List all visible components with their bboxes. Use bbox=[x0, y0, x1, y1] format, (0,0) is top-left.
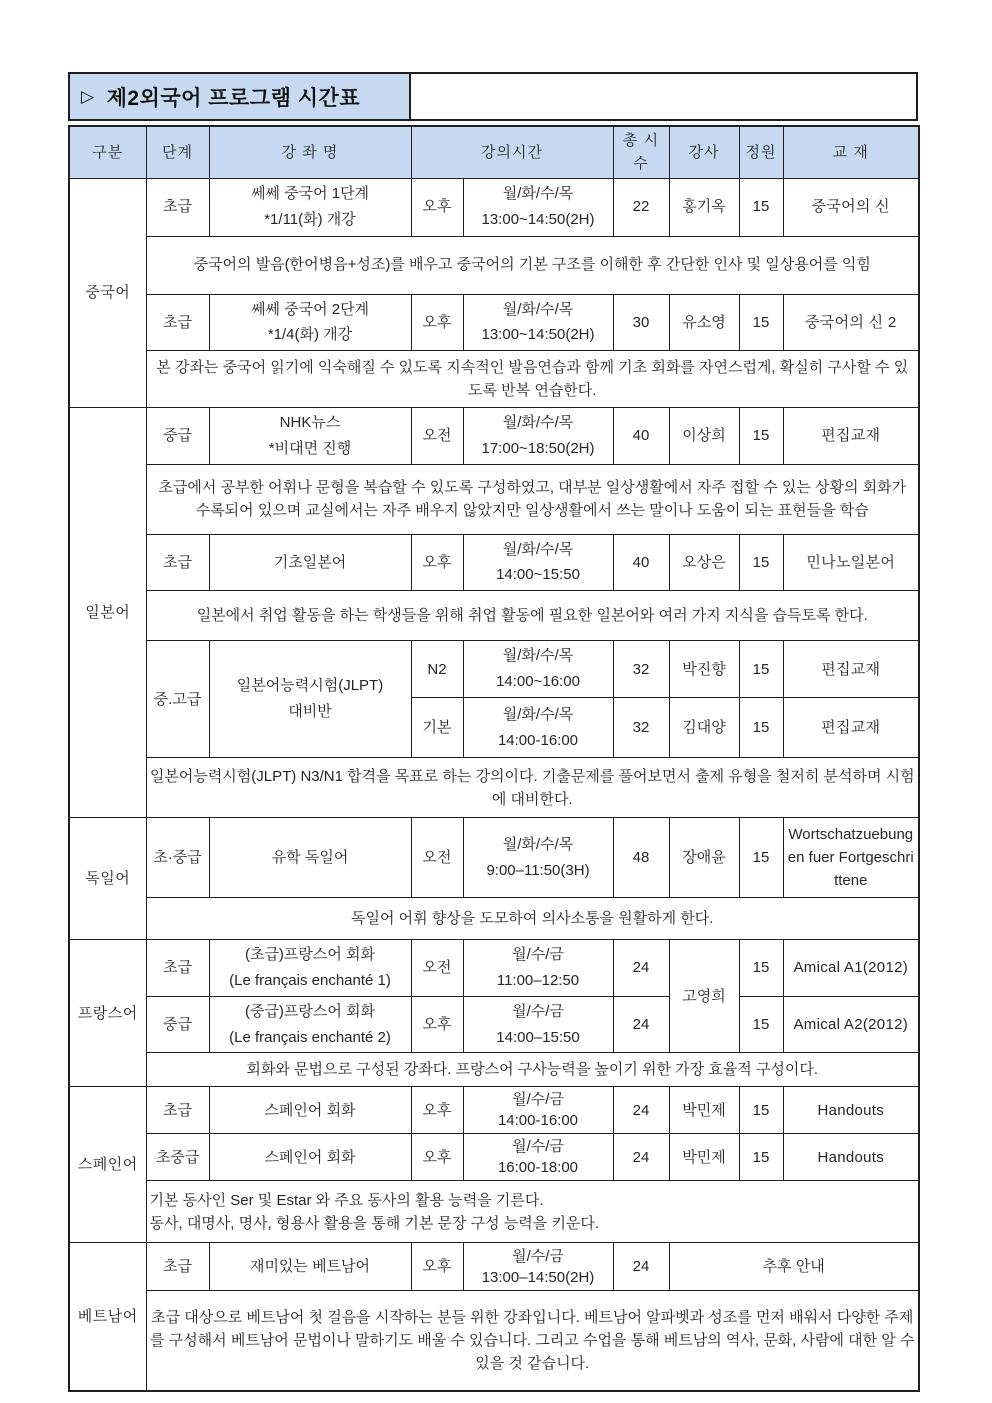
description-row bbox=[69, 1181, 919, 1243]
schedule-days: 월/수/금 bbox=[512, 1002, 564, 1020]
course-description: 중국어의 발음(한어병음+성조)를 배우고 중국어의 기본 구조를 이해한 후 간단한 인사 및 일상용어를 익힘 bbox=[146, 236, 919, 294]
hours-cell: 32 bbox=[613, 698, 669, 758]
period-cell: 오후 bbox=[411, 178, 463, 236]
schedule-cell bbox=[463, 641, 613, 698]
description-row bbox=[69, 898, 919, 940]
capacity-cell: 15 bbox=[739, 178, 783, 236]
table-row bbox=[69, 940, 919, 997]
course-cell bbox=[209, 408, 411, 465]
level-cell: 중급 bbox=[146, 408, 209, 465]
page-title bbox=[68, 72, 411, 121]
schedule-cell bbox=[463, 996, 613, 1053]
course-description: 독일어 어휘 향상을 도모하여 의사소통을 원활하게 한다. bbox=[146, 898, 919, 940]
period-cell: 오후 bbox=[411, 294, 463, 351]
period-cell: 오전 bbox=[411, 940, 463, 997]
teacher-cell: 고영희 bbox=[669, 940, 739, 1053]
level-cell: 초급 bbox=[146, 1243, 209, 1291]
schedule-cell bbox=[463, 294, 613, 351]
schedule-cell bbox=[463, 534, 613, 591]
capacity-cell: 15 bbox=[739, 408, 783, 465]
level-cell: 초급 bbox=[146, 940, 209, 997]
period-cell: 오후 bbox=[411, 534, 463, 591]
hours-cell: 24 bbox=[613, 1243, 669, 1291]
period-cell: 기본 bbox=[411, 698, 463, 758]
course-cell bbox=[209, 178, 411, 236]
hours-cell: 24 bbox=[613, 940, 669, 997]
description-row bbox=[69, 1291, 919, 1391]
description-row bbox=[69, 591, 919, 641]
header-total-hours: 총 시수 bbox=[613, 126, 669, 178]
textbook-cell: 편집교재 bbox=[783, 698, 919, 758]
header-category: 구분 bbox=[69, 126, 146, 178]
textbook-cell: 중국어의 신 2 bbox=[783, 294, 919, 351]
period-cell: 오후 bbox=[411, 1134, 463, 1181]
level-cell: 초급 bbox=[146, 294, 209, 351]
category-chinese: 중국어 bbox=[69, 178, 146, 408]
schedule-time: 13:00–14:50(2H) bbox=[481, 1268, 595, 1286]
period-cell: 오전 bbox=[411, 818, 463, 898]
course-name: 쎄쎄 중국어 2단계 bbox=[250, 300, 370, 318]
level-cell: 중.고급 bbox=[146, 641, 209, 758]
category-vietnamese: 베트남어 bbox=[69, 1243, 146, 1391]
schedule-days: 월/화/수/목 bbox=[502, 647, 574, 665]
course-description: 일본에서 취업 활동을 하는 학생들을 위해 취업 활동에 필요한 일본어와 여러 가지 지식을 습득토록 한다. bbox=[146, 591, 919, 641]
capacity-cell: 15 bbox=[739, 294, 783, 351]
capacity-cell: 15 bbox=[739, 996, 783, 1053]
course-cell bbox=[209, 294, 411, 351]
course-description: 초급에서 공부한 어휘나 문형을 복습할 수 있도록 구성하였고, 대부분 일상생활에서 자주 접할 수 있는 상황의 회화가 수록되어 있으며 교실에서는 자주 배우지 않았지만 일상생활에서 쓰는 말이나 도움이 되는 표현들을 학습 bbox=[146, 464, 919, 534]
schedule-days: 월/수/금 bbox=[512, 1247, 564, 1265]
course-subtitle: (Le français enchanté 2) bbox=[229, 1028, 391, 1046]
table-header-row bbox=[69, 126, 919, 178]
textbook-cell: Amical A2(2012) bbox=[783, 996, 919, 1053]
page-title-text: 제2외국어 프로그램 시간표 bbox=[106, 86, 361, 110]
table-row bbox=[69, 1087, 919, 1134]
level-cell: 초중급 bbox=[146, 1134, 209, 1181]
course-cell: 기초일본어 bbox=[209, 534, 411, 591]
table-row bbox=[69, 294, 919, 351]
course-description bbox=[146, 1181, 919, 1243]
schedule-days: 월/수/금 bbox=[512, 946, 564, 964]
capacity-cell: 15 bbox=[739, 698, 783, 758]
header-level: 단계 bbox=[146, 126, 209, 178]
description-line: 동사, 대명사, 명사, 형용사 활용을 통해 기본 문장 구성 능력을 키운다. bbox=[149, 1214, 600, 1232]
level-cell: 중급 bbox=[146, 996, 209, 1053]
hours-cell: 24 bbox=[613, 1134, 669, 1181]
capacity-cell: 15 bbox=[739, 1087, 783, 1134]
table-row bbox=[69, 534, 919, 591]
capacity-cell: 15 bbox=[739, 641, 783, 698]
period-cell: 오전 bbox=[411, 408, 463, 465]
course-name: 쎄쎄 중국어 1단계 bbox=[250, 185, 370, 203]
course-name: 일본어능력시험(JLPT) bbox=[236, 677, 384, 695]
level-cell: 초·중급 bbox=[146, 818, 209, 898]
schedule-cell bbox=[463, 1087, 613, 1134]
hours-cell: 48 bbox=[613, 818, 669, 898]
description-row bbox=[69, 464, 919, 534]
category-spanish: 스페인어 bbox=[69, 1087, 146, 1243]
table-row bbox=[69, 1243, 919, 1291]
teacher-cell: 장애윤 bbox=[669, 818, 739, 898]
course-cell bbox=[209, 996, 411, 1053]
course-description: 회화와 문법으로 구성된 강좌다. 프랑스어 구사능력을 높이기 위한 가장 효율적 구성이다. bbox=[146, 1053, 919, 1087]
capacity-cell: 15 bbox=[739, 534, 783, 591]
table-row bbox=[69, 641, 919, 698]
period-cell: N2 bbox=[411, 641, 463, 698]
schedule-cell bbox=[463, 178, 613, 236]
level-cell: 초급 bbox=[146, 534, 209, 591]
category-japanese: 일본어 bbox=[69, 408, 146, 818]
description-line: 기본 동사인 Ser 및 Estar 와 주요 동사의 활용 능력을 기른다. bbox=[149, 1191, 544, 1209]
schedule-days: 월/수/금 bbox=[512, 1091, 564, 1109]
schedule-days: 월/화/수/목 bbox=[502, 185, 574, 203]
schedule-days: 월/화/수/목 bbox=[502, 540, 574, 558]
course-description: 일본어능력시험(JLPT) N3/N1 합격을 목표로 하는 강의이다. 기출문제를 풀어보면서 출제 유형을 철저히 분석하며 시험에 대비한다. bbox=[146, 758, 919, 818]
schedule-time: 14:00-16:00 bbox=[497, 1112, 579, 1130]
level-cell: 초급 bbox=[146, 178, 209, 236]
course-subtitle: (Le français enchanté 1) bbox=[229, 972, 391, 990]
schedule-time: 16:00-18:00 bbox=[497, 1159, 579, 1177]
textbook-cell: Amical A1(2012) bbox=[783, 940, 919, 997]
course-name: 대비반 bbox=[288, 703, 332, 721]
table-row bbox=[69, 178, 919, 236]
course-name: NHK뉴스 bbox=[279, 414, 341, 432]
description-row bbox=[69, 1053, 919, 1087]
course-note: *비대면 진행 bbox=[268, 439, 352, 457]
course-name: (중급)프랑스어 회화 bbox=[244, 1002, 376, 1020]
schedule-time: 13:00~14:50(2H) bbox=[481, 211, 595, 228]
header-course: 강 좌 명 bbox=[209, 126, 411, 178]
teacher-cell: 홍기옥 bbox=[669, 178, 739, 236]
course-cell: 재미있는 베트남어 bbox=[209, 1243, 411, 1291]
schedule-cell bbox=[463, 940, 613, 997]
course-description: 초급 대상으로 베트남어 첫 걸음을 시작하는 분들 위한 강좌입니다. 베트남어 알파벳과 성조를 먼저 배워서 다양한 주제를 구성해서 베트남어 문법이나 말하기도 배울 수 있습니다. 그리고 수업을 통해 베트남의 역사, 문화, 사람에 대한 알 수 있을 것 같습니다. bbox=[146, 1291, 919, 1391]
table-row bbox=[69, 818, 919, 898]
level-cell: 초급 bbox=[146, 1087, 209, 1134]
textbook-cell: 민나노일본어 bbox=[783, 534, 919, 591]
header-capacity: 정원 bbox=[739, 126, 783, 178]
course-cell: 스페인어 회화 bbox=[209, 1087, 411, 1134]
course-description: 본 강좌는 중국어 읽기에 익숙해질 수 있도록 지속적인 발음연습과 함께 기초 회화를 자연스럽게, 확실히 구사할 수 있도록 반복 연습한다. bbox=[146, 351, 919, 408]
schedule-time: 14:00~15:50 bbox=[496, 566, 580, 584]
schedule-cell bbox=[463, 1134, 613, 1181]
category-german: 독일어 bbox=[69, 818, 146, 940]
timetable bbox=[68, 125, 920, 1392]
course-note: *1/4(화) 개강 bbox=[267, 326, 353, 344]
hours-cell: 24 bbox=[613, 996, 669, 1053]
schedule-cell bbox=[463, 698, 613, 758]
capacity-cell: 15 bbox=[739, 940, 783, 997]
header-teacher: 강사 bbox=[669, 126, 739, 178]
schedule-time: 17:00~18:50(2H) bbox=[481, 439, 595, 457]
course-cell: 유학 독일어 bbox=[209, 818, 411, 898]
category-french: 프랑스어 bbox=[69, 940, 146, 1087]
textbook-cell: 편집교재 bbox=[783, 641, 919, 698]
table-row bbox=[69, 1134, 919, 1181]
schedule-time: 14:00–15:50 bbox=[496, 1028, 580, 1046]
course-note: *1/11(화) 개강 bbox=[264, 211, 356, 228]
schedule-time: 14:00~16:00 bbox=[496, 673, 580, 691]
description-row bbox=[69, 351, 919, 408]
period-cell: 오후 bbox=[411, 996, 463, 1053]
capacity-cell: 15 bbox=[739, 1134, 783, 1181]
schedule-days: 월/수/금 bbox=[512, 1138, 564, 1156]
title-empty-cell bbox=[411, 72, 918, 121]
schedule-days: 월/화/수/목 bbox=[502, 835, 574, 853]
hours-cell: 30 bbox=[613, 294, 669, 351]
header-time: 강의시간 bbox=[411, 126, 613, 178]
schedule-cell bbox=[463, 818, 613, 898]
teacher-cell: 유소영 bbox=[669, 294, 739, 351]
course-cell bbox=[209, 641, 411, 758]
period-cell: 오후 bbox=[411, 1243, 463, 1291]
textbook-cell: Wortschatzuebungen fuer Fortgeschrittene bbox=[783, 818, 919, 898]
textbook-cell: 중국어의 신 bbox=[783, 178, 919, 236]
triangle-marker-icon: ▷ bbox=[81, 86, 95, 106]
schedule-time: 14:00-16:00 bbox=[497, 731, 579, 749]
header-textbook: 교 재 bbox=[783, 126, 919, 178]
schedule-time: 9:00–11:50(3H) bbox=[486, 861, 590, 879]
schedule-days: 월/화/수/목 bbox=[502, 414, 574, 432]
textbook-cell: Handouts bbox=[783, 1134, 919, 1181]
teacher-cell: 박민제 bbox=[669, 1134, 739, 1181]
table-row bbox=[69, 408, 919, 465]
teacher-note-cell: 추후 안내 bbox=[669, 1243, 919, 1291]
course-cell bbox=[209, 940, 411, 997]
teacher-cell: 이상희 bbox=[669, 408, 739, 465]
teacher-cell: 박진향 bbox=[669, 641, 739, 698]
hours-cell: 32 bbox=[613, 641, 669, 698]
textbook-cell: Handouts bbox=[783, 1087, 919, 1134]
capacity-cell: 15 bbox=[739, 818, 783, 898]
schedule-days: 월/화/수/목 bbox=[502, 300, 574, 318]
hours-cell: 40 bbox=[613, 534, 669, 591]
schedule-days: 월/화/수/목 bbox=[502, 705, 574, 723]
teacher-cell: 오상은 bbox=[669, 534, 739, 591]
course-name: (초급)프랑스어 회화 bbox=[244, 946, 376, 964]
table-row bbox=[69, 996, 919, 1053]
teacher-cell: 김대양 bbox=[669, 698, 739, 758]
hours-cell: 22 bbox=[613, 178, 669, 236]
course-cell: 스페인어 회화 bbox=[209, 1134, 411, 1181]
description-row bbox=[69, 758, 919, 818]
schedule-cell bbox=[463, 408, 613, 465]
hours-cell: 40 bbox=[613, 408, 669, 465]
period-cell: 오후 bbox=[411, 1087, 463, 1134]
schedule-time: 13:00~14:50(2H) bbox=[481, 326, 595, 344]
schedule-cell bbox=[463, 1243, 613, 1291]
title-row bbox=[68, 72, 918, 121]
textbook-cell: 편집교재 bbox=[783, 408, 919, 465]
schedule-time: 11:00–12:50 bbox=[496, 972, 580, 990]
hours-cell: 24 bbox=[613, 1087, 669, 1134]
description-row bbox=[69, 236, 919, 294]
teacher-cell: 박민제 bbox=[669, 1087, 739, 1134]
